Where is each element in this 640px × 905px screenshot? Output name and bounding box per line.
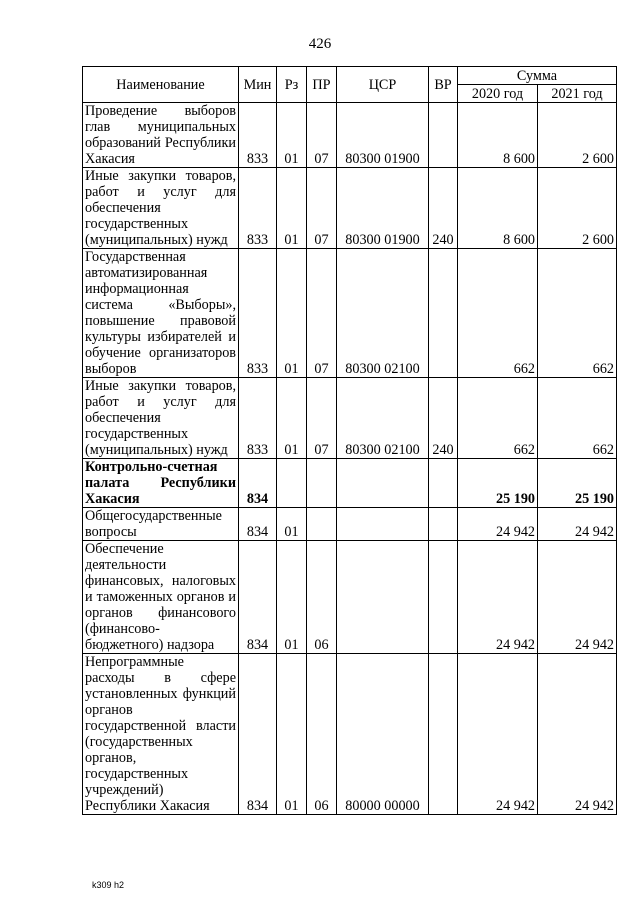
cell-min: 833 [239, 103, 277, 168]
cell-y2020: 25 190 [458, 459, 538, 508]
cell-csr: 80300 02100 [337, 249, 429, 378]
cell-csr: 80000 00000 [337, 654, 429, 815]
cell-rz: 01 [277, 168, 307, 249]
cell-min: 833 [239, 378, 277, 459]
cell-vr: 240 [429, 168, 458, 249]
cell-vr [429, 654, 458, 815]
header-min: Мин [239, 67, 277, 103]
cell-csr [337, 459, 429, 508]
header-vr: ВР [429, 67, 458, 103]
cell-rz: 01 [277, 378, 307, 459]
table-row [83, 508, 617, 541]
cell-pr: 06 [307, 654, 337, 815]
header-2020: 2020 год [458, 85, 538, 103]
header-csr: ЦСР [337, 67, 429, 103]
cell-y2021: 662 [538, 378, 617, 459]
cell-vr [429, 103, 458, 168]
table-row [83, 654, 617, 815]
cell-name: Контрольно-счетная палата Республики Хакасия [83, 459, 239, 508]
cell-vr: 240 [429, 378, 458, 459]
cell-name: Обеспечение деятельности финансовых, налоговых и таможенных органов и органов финансового (финансово-бюджетного) надзора [83, 541, 239, 654]
cell-pr: 07 [307, 378, 337, 459]
footer-code: k309 h2 [92, 880, 125, 890]
cell-y2021: 24 942 [538, 654, 617, 815]
cell-pr: 07 [307, 103, 337, 168]
cell-min: 833 [239, 249, 277, 378]
cell-csr: 80300 01900 [337, 168, 429, 249]
cell-y2021: 25 190 [538, 459, 617, 508]
cell-name: Государственная автоматизированная информационная система «Выборы», повышение правовой культуры избирателей и обучение организаторов выборов [83, 249, 239, 378]
cell-pr: 07 [307, 249, 337, 378]
cell-y2021: 24 942 [538, 541, 617, 654]
cell-y2020: 662 [458, 378, 538, 459]
cell-y2020: 24 942 [458, 508, 538, 541]
cell-y2021: 2 600 [538, 103, 617, 168]
table-row [83, 249, 617, 378]
cell-rz [277, 459, 307, 508]
cell-rz: 01 [277, 654, 307, 815]
cell-rz: 01 [277, 103, 307, 168]
cell-y2020: 8 600 [458, 168, 538, 249]
cell-min: 834 [239, 541, 277, 654]
cell-vr [429, 541, 458, 654]
header-name: Наименование [83, 67, 239, 103]
cell-rz: 01 [277, 249, 307, 378]
table-row [83, 541, 617, 654]
cell-y2021: 2 600 [538, 168, 617, 249]
cell-csr [337, 541, 429, 654]
cell-min: 834 [239, 654, 277, 815]
cell-y2021: 662 [538, 249, 617, 378]
cell-y2020: 24 942 [458, 654, 538, 815]
cell-pr: 06 [307, 541, 337, 654]
cell-name: Иные закупки товаров, работ и услуг для обеспечения государственных (муниципальных) нужд [83, 378, 239, 459]
cell-csr: 80300 02100 [337, 378, 429, 459]
budget-table [82, 66, 617, 815]
cell-csr [337, 508, 429, 541]
header-sum: Сумма [458, 67, 617, 85]
cell-name: Непрограммные расходы в сфере установленных функций органов государственной власти (государственных органов, государственных учреждений) Республики Хакасия [83, 654, 239, 815]
cell-vr [429, 508, 458, 541]
cell-y2021: 24 942 [538, 508, 617, 541]
page-number: 426 [308, 36, 332, 52]
cell-rz: 01 [277, 541, 307, 654]
cell-min: 834 [239, 508, 277, 541]
cell-name: Общегосударственные вопросы [83, 508, 239, 541]
cell-pr: 07 [307, 168, 337, 249]
table-row [83, 103, 617, 168]
cell-vr [429, 249, 458, 378]
header-rz: Рз [277, 67, 307, 103]
cell-y2020: 24 942 [458, 541, 538, 654]
header-pr: ПР [307, 67, 337, 103]
cell-rz: 01 [277, 508, 307, 541]
cell-name: Иные закупки товаров, работ и услуг для обеспечения государственных (муниципальных) нужд [83, 168, 239, 249]
cell-y2020: 662 [458, 249, 538, 378]
cell-pr [307, 459, 337, 508]
header-2021: 2021 год [538, 85, 617, 103]
cell-vr [429, 459, 458, 508]
cell-name: Проведение выборов глав муниципальных образований Республики Хакасия [83, 103, 239, 168]
cell-csr: 80300 01900 [337, 103, 429, 168]
cell-min: 834 [239, 459, 277, 508]
table-row [83, 378, 617, 459]
cell-min: 833 [239, 168, 277, 249]
cell-y2020: 8 600 [458, 103, 538, 168]
cell-pr [307, 508, 337, 541]
table-row [83, 459, 617, 508]
table-row [83, 168, 617, 249]
